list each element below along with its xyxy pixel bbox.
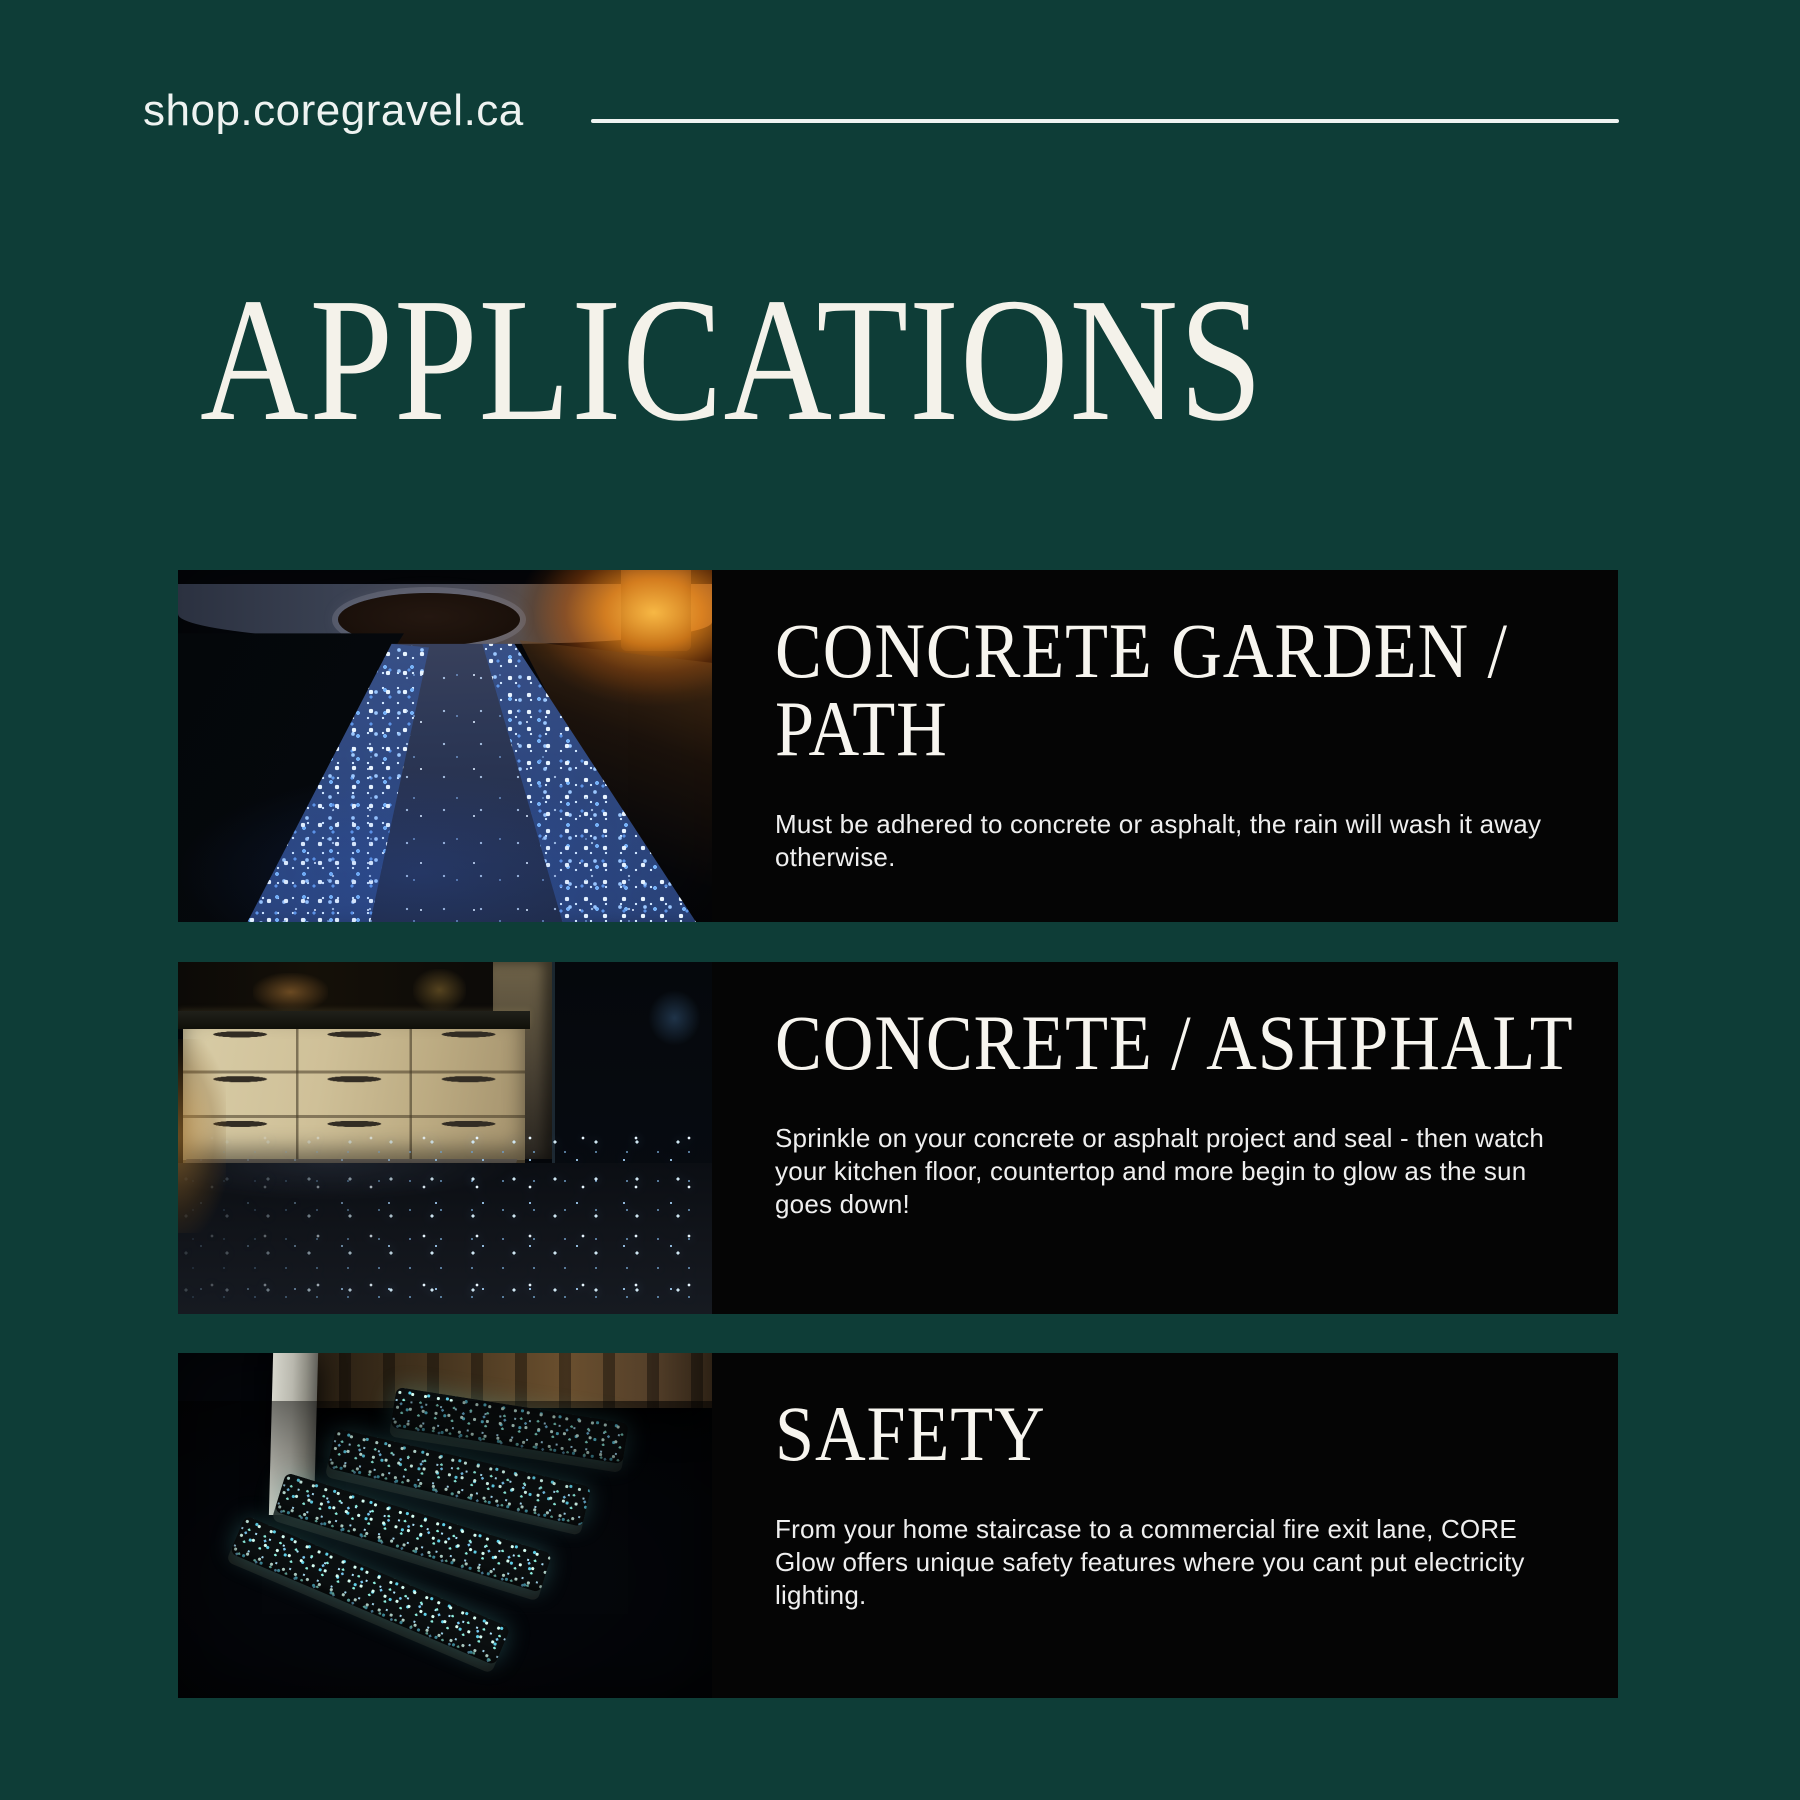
card-description-line: otherwise. (775, 842, 896, 872)
card-title (775, 607, 1508, 772)
card-title-line: PATH (775, 685, 948, 772)
application-card-safety (178, 1353, 1618, 1698)
stairs-photo-vignette (178, 1401, 712, 1698)
header-rule (591, 119, 1619, 123)
page-title: APPLICATIONS (200, 262, 1264, 458)
card-title-line: CONCRETE GARDEN / (775, 607, 1508, 694)
card-description-line: goes down! (775, 1189, 910, 1219)
kitchen-photo-window-glint (648, 990, 701, 1046)
card-description-line: lighting. (775, 1580, 867, 1610)
card-description-line: From your home staircase to a commercial fire exit lane, CORE (775, 1514, 1517, 1544)
card-text-block (775, 1353, 1558, 1612)
kitchen-photo-countertop (178, 1011, 530, 1029)
kitchen-photo-warm-shelf-light (178, 1039, 226, 1233)
card-text-block (775, 570, 1558, 874)
path-photo-blue-ambient (178, 676, 712, 922)
card-description-line: Must be adhered to concrete or asphalt, the rain will wash it away (775, 809, 1542, 839)
card-description (775, 1122, 1558, 1221)
card-description-line: Glow offers unique safety features where you cant put electricity (775, 1547, 1525, 1577)
stairs-photo-wood-deck (295, 1353, 712, 1408)
card-description (775, 1513, 1558, 1612)
kitchen-photo-counter-object (413, 969, 466, 1011)
glowing-path-photo (178, 570, 712, 922)
card-text-block (775, 962, 1574, 1221)
card-description-line: your kitchen floor, countertop and more begin to glow as the sun (775, 1156, 1527, 1186)
application-card-garden-path (178, 570, 1618, 922)
kitchen-photo-counter-object (253, 973, 328, 1012)
application-card-concrete-asphalt (178, 962, 1618, 1314)
glowing-kitchen-floor-photo (178, 962, 712, 1314)
glowing-stairs-photo (178, 1353, 712, 1698)
card-title (775, 1390, 1480, 1477)
kitchen-photo-glow-speckles (178, 1131, 712, 1314)
card-title-line: CONCRETE / ASHPHALT (775, 999, 1574, 1086)
card-title-line: SAFETY (775, 1390, 1046, 1477)
card-description (775, 808, 1558, 874)
site-url-text: shop.coregravel.ca (143, 86, 524, 135)
card-title (775, 999, 1574, 1086)
card-description-line: Sprinkle on your concrete or asphalt project and seal - then watch (775, 1123, 1545, 1153)
